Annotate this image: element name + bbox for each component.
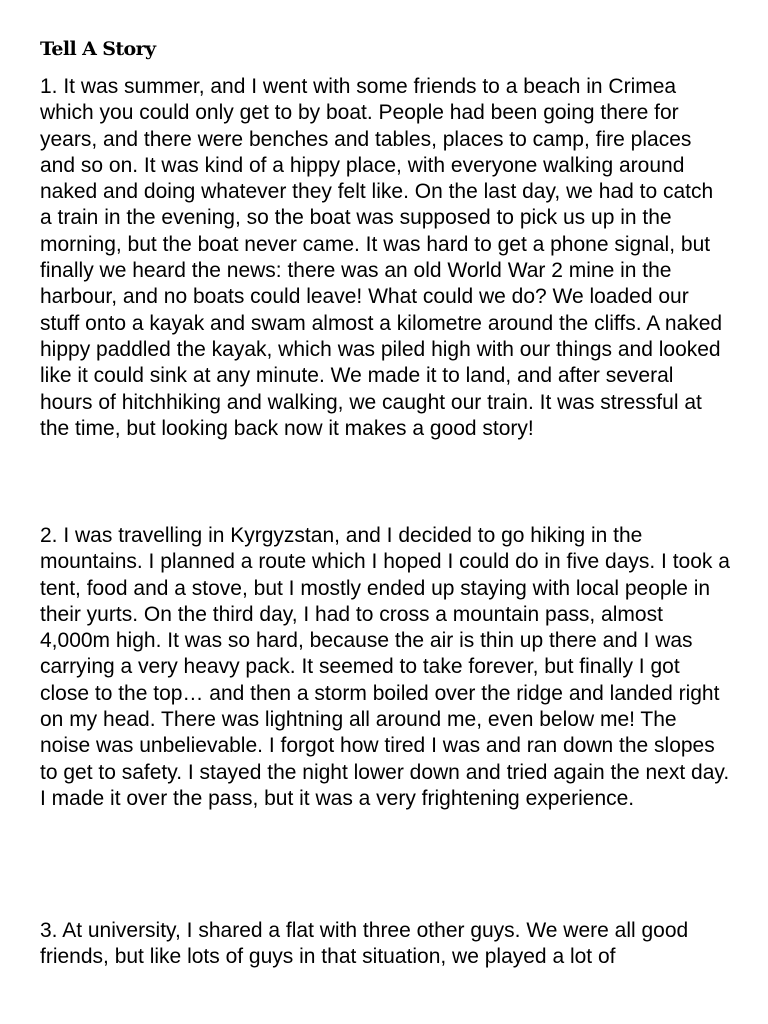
story-paragraph-2: 2. I was travelling in Kyrgyzstan, and I decided to go hiking in the mountains. I planned a route which I hoped I could do in five days. I took a tent, food and a stove, but I mostly ended up staying with local people in their yurts. On the third day, I had to cross a mountain pass, almost 4,000m high. It was so hard, because the air is thin up there and I was carrying a very heavy pack. It seemed to take forever, but finally I got close to the top… and then a storm boiled over the ridge and landed right on my head. There was lightning all around me, even below me! The noise was unbelievable. I forgot how tired I was and ran down the slopes to get to safety. I stayed the night lower down and tried again the next day. I made it over the pass, but it was a very frightening experience.: [40, 524, 730, 810]
story-paragraph-1: 1. It was summer, and I went with some friends to a beach in Crimea which you could only get to by boat. People had been going there for years, and there were benches and tables, places to camp, fire places and so on. It was kind of a hippy place, with everyone walking around naked and doing whatever they felt like. On the last day, we had to catch a train in the evening, so the boat was supposed to pick us up in the morning, but the boat never came. It was hard to get a phone signal, but finally we heard the news: there was an old World War 2 mine in the harbour, and no boats could leave! What could we do? We loaded our stuff onto a kayak and swam almost a kilometre around the cliffs. A naked hippy paddled the kayak, which was piled high with our things and looked like it could sink at any minute. We made it to land, and after several hours of hitchhiking and walking, we caught our train. It was stressful at the time, but looking back now it makes a good story!: [40, 75, 723, 440]
story-paragraph-3: 3. At university, I shared a flat with three other guys. We were all good friends, but like lots of guys in that situation, we played a lot of: [40, 919, 689, 969]
page-title: Tell A Story: [40, 38, 156, 60]
